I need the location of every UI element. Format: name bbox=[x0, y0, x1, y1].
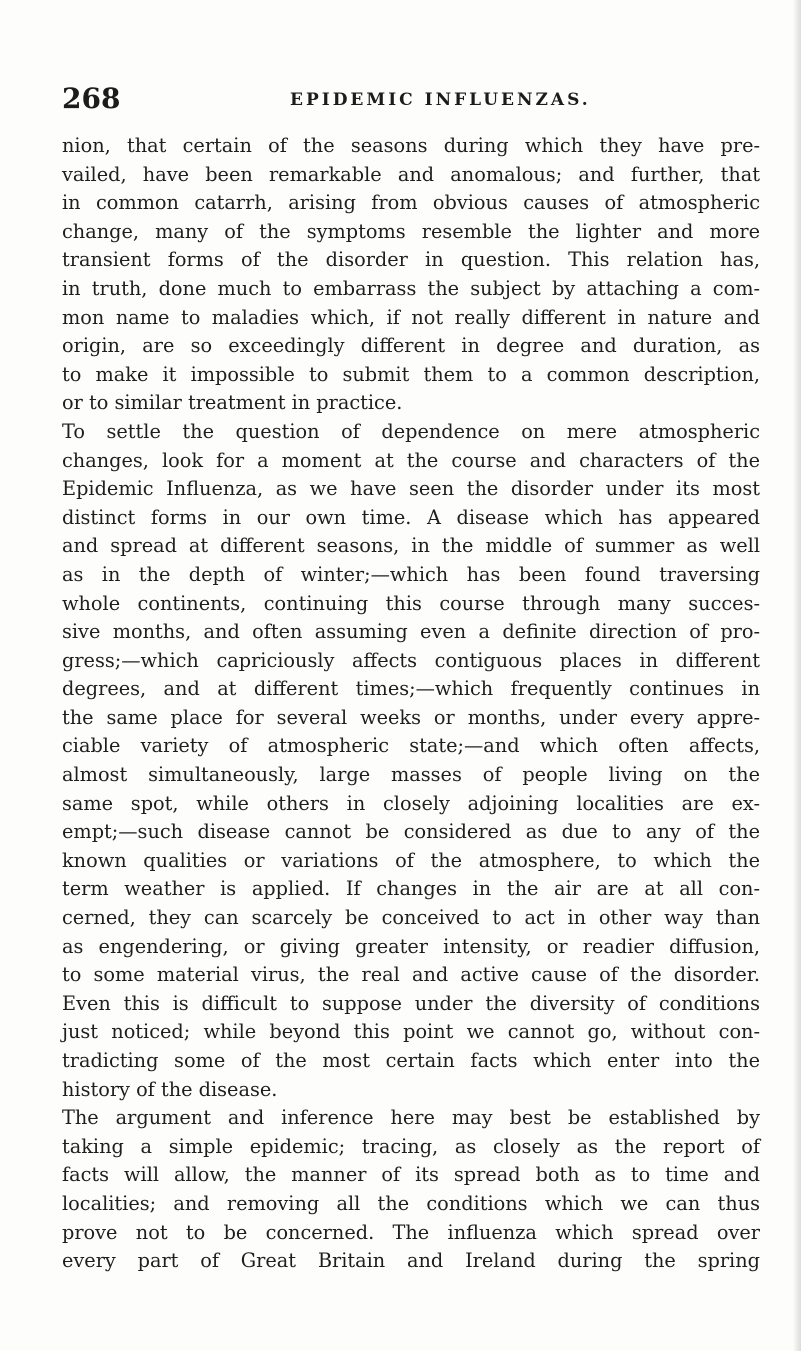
text-line: almost simultaneously, large masses of people living on the bbox=[62, 763, 760, 787]
text-line: changes, look for a moment at the course and characters of the bbox=[62, 448, 760, 472]
text-line: whole continents, continuing this course through many succes- bbox=[62, 591, 760, 615]
text-line: every part of Great Britain and Ireland during the spring bbox=[62, 1249, 760, 1273]
text-line: history of the disease. bbox=[62, 1077, 278, 1101]
text-line: taking a simple epidemic; tracing, as closely as the report of bbox=[62, 1134, 760, 1158]
text-line: nion, that certain of the seasons during which they have pre- bbox=[62, 134, 760, 157]
text-line: in common catarrh, arising from obvious causes of atmospheric bbox=[62, 191, 760, 215]
text-line: known qualities or variations of the atmosphere, to which the bbox=[62, 848, 760, 872]
text-line: and spread at different seasons, in the middle of summer as well bbox=[62, 534, 760, 558]
text-line: term weather is applied. If changes in the air are at all con- bbox=[62, 877, 760, 901]
text-line: ciable variety of atmospheric state;—and which often affects, bbox=[62, 734, 760, 758]
text-line: the same place for several weeks or months, under every appre- bbox=[62, 705, 760, 729]
text-line: The argument and inference here may best be established by bbox=[62, 1106, 760, 1130]
text-line: same spot, while others in closely adjoining localities are ex- bbox=[62, 791, 760, 815]
text-line: degrees, and at different times;—which frequently continues in bbox=[62, 677, 760, 701]
text-line: localities; and removing all the conditions which we can thus bbox=[62, 1191, 760, 1215]
text-line: in truth, done much to embarrass the subject by attaching a com- bbox=[62, 276, 760, 300]
text-line: or to similar treatment in practice. bbox=[62, 391, 403, 415]
text-line: facts will allow, the manner of its spread both as to time and bbox=[62, 1163, 760, 1187]
text-line: To settle the question of dependence on mere atmospheric bbox=[62, 419, 760, 443]
text-line: prove not to be concerned. The influenza which spread over bbox=[62, 1220, 760, 1244]
text-line: vailed, have been remarkable and anomalous; and further, that bbox=[62, 162, 760, 186]
body-text bbox=[62, 132, 760, 1276]
text-line: mon name to maladies which, if not really different in nature and bbox=[62, 305, 760, 329]
text-line: origin, are so exceedingly different in degree and duration, as bbox=[62, 334, 760, 358]
text-line: change, many of the symptoms resemble the lighter and more bbox=[62, 219, 760, 243]
text-line: distinct forms in our own time. A disease which has appeared bbox=[62, 505, 760, 529]
text-line: sive months, and often assuming even a definite direction of pro- bbox=[62, 620, 760, 644]
text-line: Even this is difficult to suppose under the diversity of conditions bbox=[62, 991, 760, 1015]
text-line: gress;—which capriciously affects contiguous places in different bbox=[62, 648, 760, 672]
text-line: cerned, they can scarcely be conceived to act in other way than bbox=[62, 906, 760, 930]
page-number: 268 bbox=[62, 82, 121, 115]
text-line: as engendering, or giving greater intensity, or readier diffusion, bbox=[62, 934, 760, 958]
page-header bbox=[62, 82, 762, 122]
text-line: tradicting some of the most certain facts which enter into the bbox=[62, 1049, 760, 1072]
text-line: transient forms of the disorder in question. This relation has, bbox=[62, 248, 760, 272]
text-line: just noticed; while beyond this point we cannot go, without con- bbox=[62, 1020, 760, 1044]
text-line: as in the depth of winter;—which has been found traversing bbox=[62, 562, 760, 586]
running-head: EPIDEMIC INFLUENZAS. bbox=[290, 90, 591, 110]
text-line: to make it impossible to submit them to a common description, bbox=[62, 362, 760, 386]
text-line: empt;—such disease cannot be considered as due to any of the bbox=[62, 820, 760, 844]
text-line: to some material virus, the real and active cause of the disorder. bbox=[62, 963, 760, 987]
text-line: Epidemic Influenza, as we have seen the disorder under its most bbox=[62, 477, 760, 501]
page-edge-shadow bbox=[793, 0, 801, 1351]
